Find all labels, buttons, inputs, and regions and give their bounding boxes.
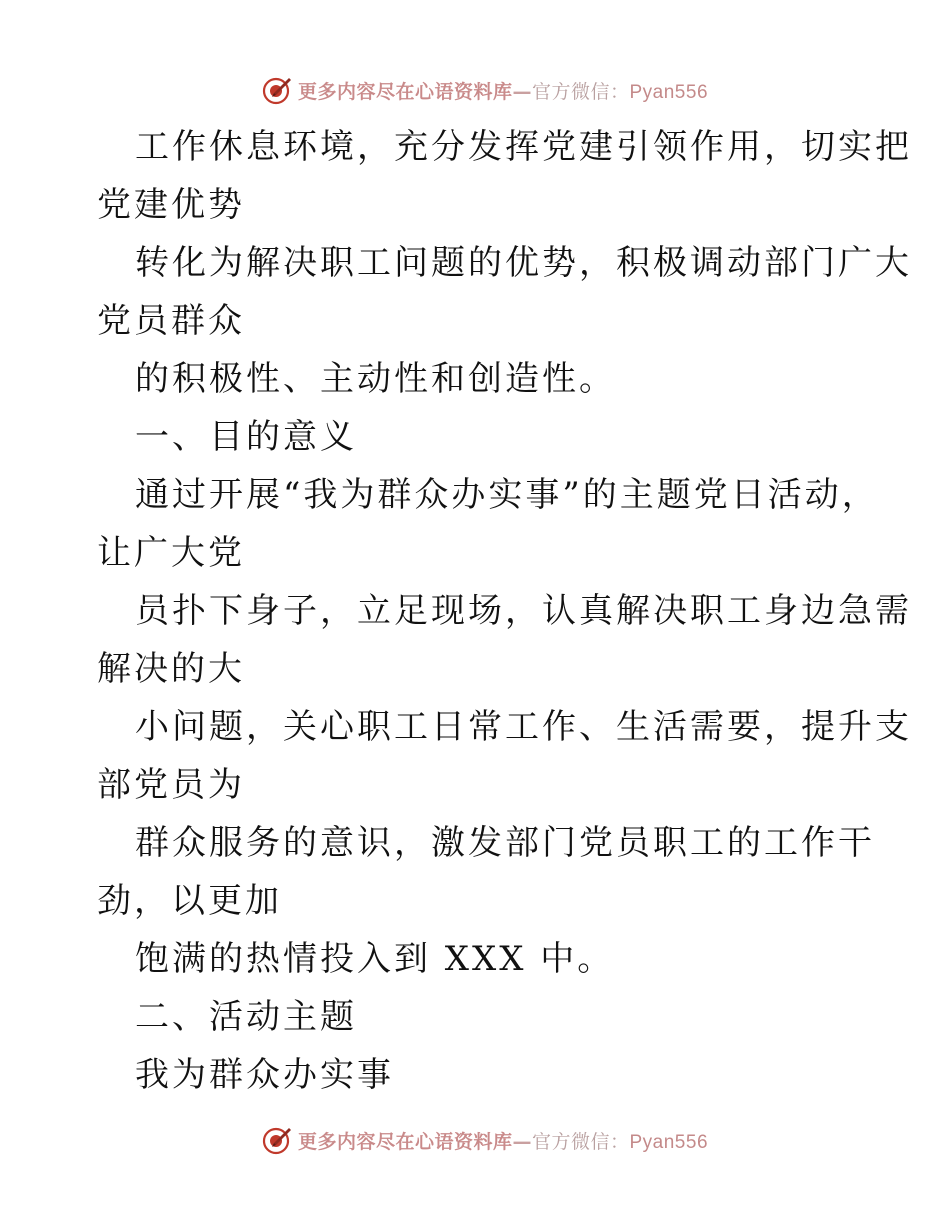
watermark-account-id: Pyan556 (629, 1131, 709, 1153)
body-line: 让广大党 (97, 533, 245, 573)
document-body (97, 118, 912, 1104)
watermark-dash: — (512, 1130, 532, 1153)
body-line: 员扑下身子，立足现场，认真解决职工身边急需 (135, 591, 912, 631)
watermark-account-id: Pyan556 (629, 81, 709, 103)
watermark-text (298, 77, 708, 104)
watermark-text (298, 1127, 708, 1154)
watermark-site-text: 更多内容尽在心语资料库 (297, 1130, 513, 1153)
pen-logo-icon (262, 1124, 294, 1156)
watermark-inner (262, 74, 708, 106)
body-line: 通过开展“我为群众办实事”的主题党日活动， (135, 475, 879, 515)
body-line: 党员群众 (97, 301, 245, 341)
header-watermark (0, 70, 950, 110)
footer-watermark (0, 1120, 950, 1160)
watermark-dash: — (512, 80, 532, 103)
watermark-official-label: 官方微信： (531, 80, 630, 103)
body-line: 小问题，关心职工日常工作、生活需要，提升支 (135, 707, 912, 747)
body-line: 党建优势 (97, 185, 245, 225)
body-line: 部党员为 (97, 765, 245, 805)
body-line: 我为群众办实事 (135, 1055, 394, 1095)
section-heading-purpose: 一、目的意义 (135, 417, 357, 457)
body-line: 劲，以更加 (97, 881, 282, 921)
section-heading-theme: 二、活动主题 (135, 997, 357, 1037)
body-line: 解决的大 (97, 649, 245, 689)
pen-logo-icon (262, 74, 294, 106)
body-line: 的积极性、主动性和创造性。 (135, 359, 616, 399)
watermark-official-label: 官方微信： (531, 1130, 630, 1153)
body-line: 转化为解决职工问题的优势，积极调动部门广大 (135, 243, 912, 283)
watermark-site-text: 更多内容尽在心语资料库 (297, 80, 513, 103)
body-line: 群众服务的意识，激发部门党员职工的工作干 (135, 823, 875, 863)
body-line: 工作休息环境，充分发挥党建引领作用，切实把 (135, 127, 912, 167)
body-line: 饱满的热情投入到 XXX 中。 (135, 939, 615, 979)
watermark-inner (262, 1124, 708, 1156)
